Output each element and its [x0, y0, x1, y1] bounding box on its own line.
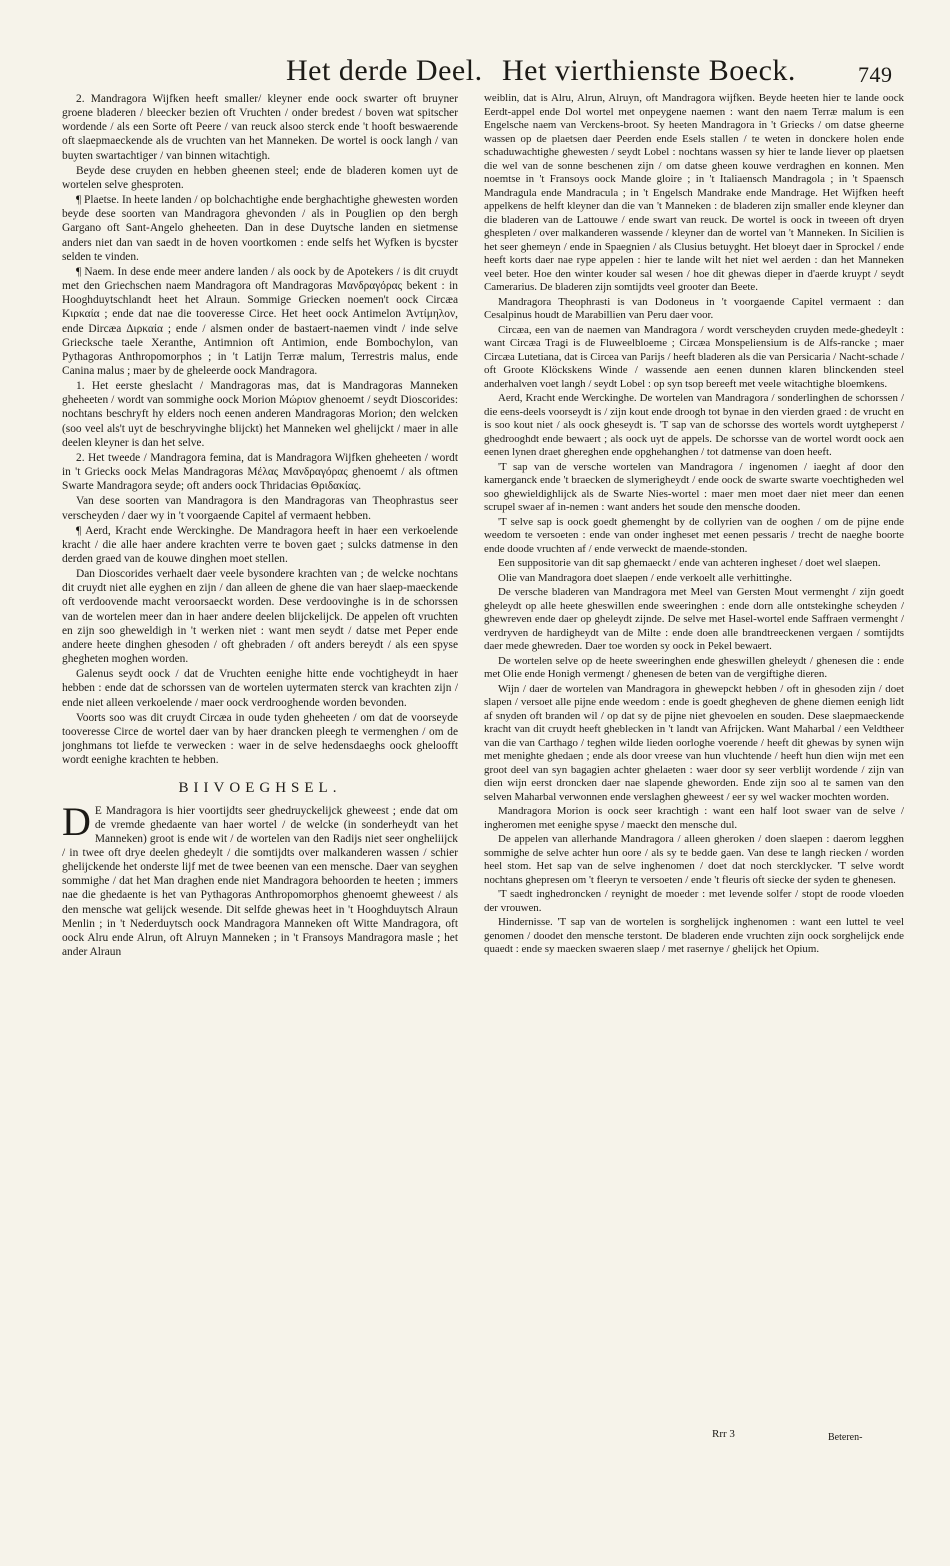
paragraph: Beyde dese cruyden en hebben gheenen steel; ende de bladeren komen uyt de wortelen selve ghesproten.: [62, 164, 458, 191]
paragraph: ¶ Aerd, Kracht ende Werckinghe. De Mandragora heeft in haer een verkoelende kracht / die alle haer andere krachten verre te boven gaet ; sulcks datmense in den derden graed van de kouwe dinghen moet stellen.: [62, 524, 458, 565]
paragraph: weiblin, dat is Alru, Alrun, Alruyn, oft Mandragora wijfken. Beyde heeten hier te lande oock Eerdt-appel ende Dol wortel met onpeygene naemen : want den naem Terræ malum is een Engelsche naem van Verckens-broot. Sy heeten Mandragora in 't Griecks / om datse gheerne wassen op de plaetsen daer Peerden ende Esels stallen / te weten in donckere holen ende schaduwachtighe ghewesten / seydt Lobel : nochtans wassen sy hier te lande liever op plaetsen die wel van de sonne beschenen zijn / om datse gheen kouwe verdraghen en konnen. Men noemtse in 't Fransoys oock Mande gloire ; in 't Italiaensch Mandragola ; in 't Spaensch Mandragula ende Mandracula ; in 't Engelsch Mandrake ende Mandrage. Het Wijfken heeft appelkens de helft kleyner dan die van 't Manneken : de bladeren zijn smaller ende kleyner dan die bladeren van de Lattouwe / ende swart van reuck. De wortel is oock in tweeen oft dryen ghespleten / over malkanderen wassende / kleyner dan de wortel van 't Manneken. In Sicilien is het seer ghemeyn / ende in Spaegnien / als Clusius betuyght. Het bloeyt daer in Sprockel / ende heeft korts daer nae rype appelen : hier te lande wilt het niet wel aerden : dan het Manneken veel beter. Hoe den winter kouder sal wesen / hoe dit ghewas dieper in d'aerde kruypt / seydt Camerarius. De bladeren zijn somtijdts veel grooter dan Beete.: [484, 92, 904, 293]
paragraph: ¶ Naem. In dese ende meer andere landen / als oock by de Apotekers / is dit cruydt met den Griechschen naem Mandragora oft Mandragoras Μανδραγόρας bekent : in Hooghduytschlandt heet het Alraun. Sommige Griecken noemen't oock Circæa Κιρκαία ; ende dat nae die tooveresse Circe. Het heet oock Antimelon Ἀντίμηλον, ende Dircæa Διρκαία ; ende / alsmen onder de bastaert-naemen vindt / inde selve Griecksche taele Xeranthe, Antimnion oft Antimion, ende Bombochylon, van Pythagoras Anthropomorphos ; in 't Latijn Terræ malum, Terrestris malus, ende Canina malus ; maer by de gheleerde oock Mandragora.: [62, 265, 458, 377]
paragraph: Olie van Mandragora doet slaepen / ende verkoelt alle verhittinghe.: [498, 571, 792, 584]
dropcap-text: E Mandragora is hier voortijdts seer ghedruyckelijck gheweest ; ende dat om de vremde ghedaente van haer wortel / de welcke (in sonderheydt van het Manneken) groot is ende wit / de wortelen van den Radijs niet seer ongheliijck / in twee oft drye deelen ghedeylt / die somtijdts over malkanderen wassen / schier ghelijckende het onderste lijf met de twee beenen van een mensche. Daer van seyghen sommighe / dat het Man draghen ende niet Mandragora behoorden te heeten ; immers nae die ghedaente is het van Pythagoras Anthropomorphos ghenoemt gheweest / als den mensche wat gelijck wesende. Dit selfde ghewas heet in 't Hooghduytsch Alraun Menlin ; in 't Nederduytsch oock Mandragora Manneken oft Witte Mandragora, oft oock Alru ende Alrun, oft Alruyn Manneken ; in 't Fransoys Mandragora masle ; het ander Alraun: [62, 804, 458, 959]
paragraph: 2. Mandragora Wijfken heeft smaller/ kleyner ende oock swarter oft bruyner groene bladeren / bleecker bezien oft Vruchten / onder bredest / boven wat spitscher wordende / als een Sorte oft Peere / van reuck alsoo sterck ende 't hooft beswaerende oft slaepmaeckende als de vruchten van het Manneken. De wortel is oock langh / van buyten swartachtiger / van binnen witachtigh.: [62, 93, 458, 162]
paragraph: De versche bladeren van Mandragora met Meel van Gersten Mout vermenght / zijn goedt gheleydt op alle heete gheswillen ende sweeringhen : ende dorn alle ontstekinghe scheyden / ghewreven ende daer op gheleydt zijnde. De selve met Hasel-wortel ende Saffraen vermenght / verdryven de hardigheydt van de Milte : ende doen alle brandtreeckenen vergaen / somtijdts daer mede ghewreden. Daer toe worden sy oock in Pekel bewaert.: [484, 586, 904, 652]
paragraph: Mandragora Morion is oock seer krachtigh : want een half loot swaer van de selve / ingheromen met eenighe spyse / maeckt den mensche dul.: [484, 805, 904, 831]
part-title: Het derde Deel.: [286, 54, 483, 87]
paragraph: ¶ Plaetse. In heete landen / op bolchachtighe ende berghachtighe ghewesten worden beyde dese soorten van Mandragora ghevonden / als in Pouglien op den bergh Gargano oft Sant-Angelo gheheeten. Dan in dese Duytsche landen en sietmense anders niet dan van saedt in de hoven voortkomen : ende selfs het Wyfken is bycster selden te vinden.: [62, 194, 458, 263]
paragraph: 'T sap van de versche wortelen van Mandragora / ingenomen / iaeght af door den kamerganck ende 't braecken de slymerigheydt / ende oock de swarte swarte voechtigheden wel soo ghewieldighlijck als de Swarte Nies-wortel : maer men moet daer niet meer dan eenen scrupel swaer af in-nemen : want anders het soude den mensche dooden.: [484, 460, 904, 513]
paragraph: Wijn / daer de wortelen van Mandragora in ghewepckt hebben / oft in ghesoden zijn / doet slapen / versoet alle pijne ende weedom : ende is goedt ghegheven de ghene diemen eenigh lidt af snyden oft branden wil / op dat sy de pijne niet ghevoelen en souden. Dese slaepmaeckende kracht van dit cruydt heeft gheblecken in 't landt van Afrijcken. Want Maharbal / een Veldtheer van die van Carthago / teghen wilde lieden oorloghe voerende / heeft dit ghewas by synen wijn met menighte ghedaen ; ende als door vreese van hun vluchtende / heeft hun dien wijn met een groot deel van syn bagagien achter ghelaeten : waer door sy seer verblijt wordende / zijn van dien wijn eerst droncken daer nae slapende gheworden. Ende zijn soo al te samen van den selven Maharbal verwonnen ende verslaghen gheweest / eer sy wel wacker mochten worden.: [484, 682, 904, 803]
page-number: 749: [858, 62, 893, 87]
paragraph: Hindernisse. 'T sap van de wortelen is sorghelijck inghenomen : want een luttel te veel genomen / doodet den mensche terstont. De bladeren ende vruchten zijn oock sorghelijck ende quaedt : ende sy maecken swaeren slaep / met rasernye / ghelijck het Opium.: [484, 916, 904, 955]
signature-mark: Rrr 3: [712, 1428, 735, 1440]
paragraph: Voorts soo was dit cruydt Circæa in oude tyden gheheeten / om dat de voorseyde tooveresse Circe de wortel daer van by haer drancken pleegh te vermenghen / om de jonghmans tot liefde te verwecken : waer in de selve hedensdaeghs oock gheloofft wordt eenighe krachten te hebben.: [62, 711, 458, 767]
left-column: [62, 92, 458, 960]
book-title: Het vierthienste Boeck.: [502, 54, 796, 87]
paragraph: Galenus seydt oock / dat de Vruchten eenighe hitte ende vochtigheydt in haer hebben : ende dat de schorssen van de wortelen uytermaten sterck van krachten zijn / ende niet alleen verkoelende / maer oock verdrooghende worden bevonden.: [62, 668, 458, 709]
drop-cap: D: [62, 798, 91, 844]
column-divider: [471, 92, 472, 1432]
paragraph-dropcap: [62, 798, 458, 960]
paragraph: Mandragora Theophrasti is van Dodoneus in 't voorgaende Capitel vermaent : dan Cesalpinus houdt de Marabillien van Peru daer voor.: [484, 295, 904, 321]
paragraph: Circæa, een van de naemen van Mandragora / wordt verscheyden cruyden mede-ghedeylt : want Circæa Tragi is de Fluweelbloeme ; Circæa Monspeliensium is de Alfs-rancke ; maer Circæa Lutetiana, dat is Circea van Parijs / heeft bladeren als die van Persicaria / Nacht-schade / oft Groote Klöckskens Winde / wassende aen eenen dunnen klaren blinckenden steel anderhalven voet langh / seydt Lobel : op syn tsop bereeft met veele witachtighe bloemkens.: [484, 323, 904, 390]
paragraph: 'T selve sap is oock goedt ghemenght by de collyrien van de ooghen / om de pijne ende weedom te versoeten : ende van onder ingheset met eenen pessaris / trecht de naeghe boorte ende doode vruchten af / ende verweckt de maende-stonden.: [484, 515, 904, 555]
page-header: [0, 48, 950, 94]
paragraph: Dan Dioscorides verhaelt daer veele bysondere krachten van ; de welcke nochtans dit cruydt niet alle eyghen en zijn / dan alleen de ghene die van haer slaep-maeckende oft verdoovende macht veroorsaeckt worden. Dese verdoovinghe is in de schorssen van de wortelen meer dan in haer andere deelen blijckelijck. De appelen oft vruchten en zijn soo gheweldigh in 't werken niet : want men seydt / datse met Peper ende andere heete dinghen ghesoden / oft ghebraden / oft anders bereydt / als een spyse ghegheten moghen worden.: [62, 568, 458, 666]
paragraph: 1. Het eerste gheslacht / Mandragoras mas, dat is Mandragoras Manneken gheheeten / wordt van sommighe oock Morion Μώριον ghenoemt / seydt Dioscorides: nochtans beschryft hy elders noch eenen anderen Mandragoras Morion; den welcken (soo veel als't uyt de beschryvinghe blijckt) het Manneken wel ghelijckt / maer in alle deelen kleyner is dan het selve.: [62, 380, 458, 449]
paragraph: Een suppositorie van dit sap ghemaeckt / ende van achteren ingheset / doet wel slaepen.: [498, 557, 881, 569]
catchword: Beteren-: [828, 1432, 863, 1443]
paragraph: 2. Het tweede / Mandragora femina, dat is Mandragora Wijfken gheheeten / wordt in 't Griecks oock Melas Mandragoras Μέλας Μανδραγόρας ghenoemt / als oftmen Swarte Mandragora seyde; oft anders oock Thridacias Θριδακίας.: [62, 451, 458, 493]
paragraph: Van dese soorten van Mandragora is den Mandragoras van Theophrastus seer verscheyden / daer wy in 't voorgaende Capitel af vermaent hebben.: [62, 495, 458, 522]
paragraph: De wortelen selve op de heete sweeringhen ende gheswillen gheleydt / ghenesen die : ende met Olie ende Honigh vermengt / ghenesen de beten van de vergiftighe dieren.: [484, 654, 904, 680]
section-heading: BIIVOEGHSEL.: [178, 780, 342, 797]
paragraph: 'T saedt inghedroncken / reynight de moeder : met levende solfer / stopt de roode vloeden der vrouwen.: [484, 888, 904, 914]
right-column: [484, 92, 904, 958]
paragraph: Aerd, Kracht ende Werckinghe. De wortelen van Mandragora / sonderlinghen de schorssen / die eens-deels voorseydt is / zijn kout ende droogh tot bynae in den vierden graed : de vrucht en is soo kout niet / als oock gheseydt is. 'T sap van de schorsse des wortels wordt uytgheperst / ghedrooghdt ende bewaert ; als oock uyt de appels. De schorsse van de wortel wordt oock aen eenen lynen draet ghereghen ende opghehanghen / tot datmense van doen heeft.: [484, 392, 904, 458]
paragraph: De appelen van allerhande Mandragora / alleen gheroken / doen slaepen : daerom legghen sommighe de selve achter hun oore / als sy te bedde gaen. Van dese te langh riecken / worden heel stom. Het sap van de selve inghenomen / doet dat noch stercklycker. 'T selve wordt nochtans ghepresen om 't fleeryn te versoeten / ende 't fleuris oft siecke der syden te ghenesen.: [484, 833, 904, 886]
